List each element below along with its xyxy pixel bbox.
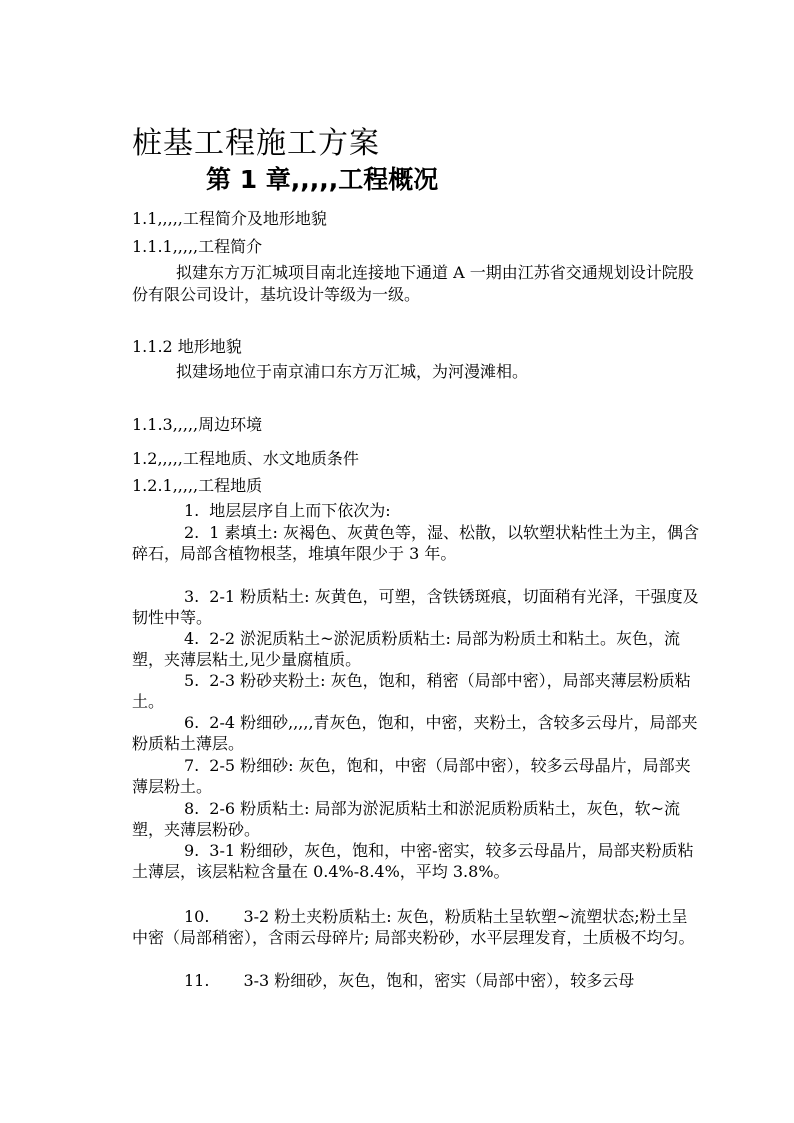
- section-heading-1-1-1: 1.1.1,,,,,工程简介: [132, 237, 263, 256]
- terrain-paragraph: 拟建场地位于南京浦口东方万汇城，为河漫滩相。: [176, 362, 529, 381]
- stratum-item: [132, 712, 702, 754]
- stratum-item: [132, 628, 702, 670]
- stratum-item: [132, 798, 702, 840]
- item-text: 1 素填土: 灰褐色、灰黄色等，湿、松散，以软塑状粘性土为主，偶含碎石，局部含植物根茎，堆填年限少于 3 年。: [132, 523, 700, 563]
- item-text: 地层层序自上而下依次为:: [209, 501, 391, 520]
- item-number: 7.: [184, 756, 200, 775]
- chapter-title: 第 1 章,,,,,工程概况: [206, 165, 439, 194]
- item-number: 4.: [184, 629, 200, 648]
- section-heading-1-2-1: 1.2.1,,,,,工程地质: [132, 476, 263, 495]
- item-number: 8.: [184, 799, 200, 818]
- item-text: 2-1 粉质粘土: 灰黄色，可塑，含铁锈斑痕，切面稍有光泽，干强度及韧性中等。: [132, 587, 699, 627]
- stratum-item: [132, 522, 702, 564]
- item-number: 3.: [184, 587, 200, 606]
- stratum-item: [132, 906, 702, 948]
- item-number: 11.: [184, 971, 210, 990]
- item-text: 3-2 粉土夹粉质粘土: 灰色，粉质粘土呈软塑~流塑状态;粉土呈中密（局部稍密），含雨云母碎片; 局部夹粉砂，水平层理发育，土质极不均匀。: [132, 907, 695, 947]
- item-number: 10.: [184, 907, 210, 926]
- item-number: 1.: [184, 501, 200, 520]
- stratum-item: [132, 586, 702, 628]
- section-heading-1-2: 1.2,,,,,工程地质、水文地质条件: [132, 449, 359, 468]
- item-text: 2-5 粉细砂: 灰色，饱和，中密（局部中密），较多云母晶片，局部夹薄层粉土。: [132, 756, 691, 796]
- document-title: 桩基工程施工方案: [132, 126, 380, 161]
- item-number: 5.: [184, 671, 200, 690]
- item-number: 2.: [184, 523, 200, 542]
- item-text: 2-2 淤泥质粘土~淤泥质粉质粘土: 局部为粉质土和粘土。灰色，流塑，夹薄层粘土,见少量腐植质。: [132, 629, 681, 669]
- item-number: 9.: [184, 841, 200, 860]
- item-text: 3-3 粉细砂，灰色，饱和，密实（局部中密），较多云母: [243, 971, 635, 990]
- stratum-item: [132, 755, 702, 797]
- project-intro-paragraph: 拟建东方万汇城项目南北连接地下通道 A 一期由江苏省交通规划设计院股份有限公司设计，基坑设计等级为一级。: [132, 263, 694, 304]
- stratum-item: [132, 840, 702, 882]
- section-heading-1-1: 1.1,,,,,工程简介及地形地貌: [132, 209, 327, 228]
- stratum-item: [132, 500, 702, 521]
- section-heading-1-1-2: 1.1.2 地形地貌: [132, 337, 242, 356]
- stratum-item: [132, 670, 702, 712]
- item-text: 3-1 粉细砂，灰色，饱和，中密-密实，较多云母晶片，局部夹粉质粘土薄层，该层粘粒含量在 0.4%-8.4%，平均 3.8%。: [132, 841, 694, 881]
- item-text: 2-4 粉细砂,,,,,青灰色，饱和，中密，夹粉土，含较多云母片，局部夹粉质粘土薄层。: [132, 713, 698, 753]
- item-text: 2-6 粉质粘土: 局部为淤泥质粘土和淤泥质粉质粘土，灰色，软~流塑，夹薄层粉砂。: [132, 799, 681, 839]
- stratum-item: [132, 970, 702, 991]
- section-heading-1-1-3: 1.1.3,,,,,周边环境: [132, 415, 263, 434]
- item-number: 6.: [184, 713, 200, 732]
- item-text: 2-3 粉砂夹粉土: 灰色，饱和，稍密（局部中密），局部夹薄层粉质粘土。: [132, 671, 691, 711]
